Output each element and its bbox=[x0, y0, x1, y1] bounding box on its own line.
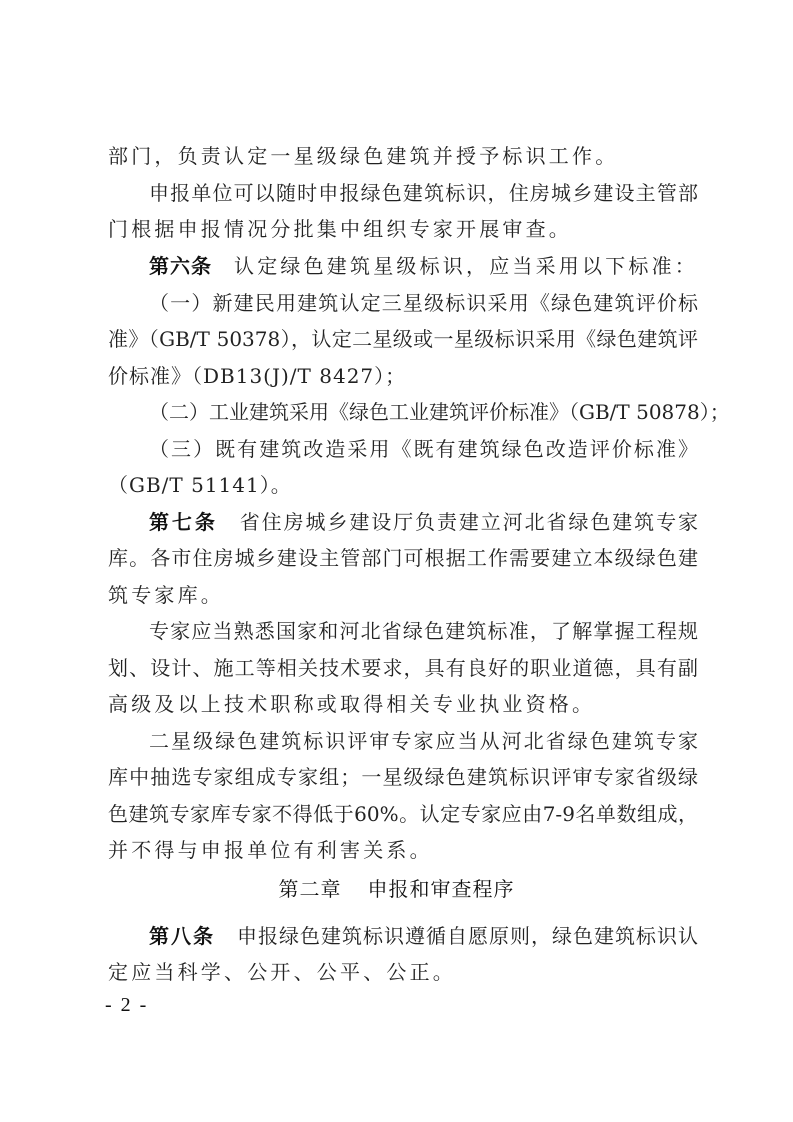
article-text: 认定绿色建筑星级标识，应当采用以下标准： bbox=[234, 254, 698, 278]
text-line: 并不得与申报单位有利害关系。 bbox=[108, 838, 433, 862]
article-text: 省住房城乡建设厅负责建立河北省绿色建筑专家 bbox=[239, 510, 699, 534]
text-line: 筑专家库。 bbox=[108, 583, 224, 607]
text-line: 库中抽选专家组成专家组；一星级绿色建筑标识评审专家省级绿 bbox=[108, 765, 698, 789]
text-line: 专家应当熟悉国家和河北省绿色建筑标准，了解掌握工程规 bbox=[149, 619, 698, 643]
text-line: 划、设计、施工等相关技术要求，具有良好的职业道德，具有副 bbox=[108, 656, 698, 680]
text-line: （GB/T 51141）。 bbox=[108, 473, 292, 497]
chapter-title: 申报和审查程序 bbox=[367, 877, 515, 901]
text-line: 定应当科学、公开、公平、公正。 bbox=[108, 960, 456, 984]
text-line: 准》（GB/T 50378），认定二星级或一星级标识采用《绿色建筑评 bbox=[108, 327, 698, 351]
chapter-heading bbox=[0, 874, 793, 904]
text-line: （三）既有建筑改造采用《既有建筑绿色改造评价标准》 bbox=[149, 437, 698, 461]
article-label: 第七条 bbox=[149, 510, 218, 534]
text-line: 部门，负责认定一星级绿色建筑并授予标识工作。 bbox=[108, 144, 619, 168]
article-7-line bbox=[149, 507, 698, 537]
text-line: 门根据申报情况分批集中组织专家开展审查。 bbox=[108, 217, 572, 241]
text-line: 色建筑专家库专家不得低于60%。认定专家应由7-9名单数组成， bbox=[108, 802, 698, 826]
text-line: 申报单位可以随时申报绿色建筑标识，住房城乡建设主管部 bbox=[149, 181, 698, 205]
article-text: 申报绿色建筑标识遵循自愿原则，绿色建筑标识认 bbox=[237, 924, 698, 948]
article-8-line bbox=[149, 921, 698, 951]
article-label: 第八条 bbox=[149, 924, 215, 948]
text-line: 价标准》（DB13(J)/T 8427）； bbox=[108, 364, 407, 388]
text-line: （一）新建民用建筑认定三星级标识采用《绿色建筑评价标 bbox=[149, 291, 698, 315]
text-line: （二）工业建筑采用《绿色工业建筑评价标准》（GB/T 50878）； bbox=[149, 400, 730, 424]
text-line: 二星级绿色建筑标识评审专家应当从河北省绿色建筑专家 bbox=[149, 729, 698, 753]
text-line: 高级及以上技术职称或取得相关专业执业资格。 bbox=[108, 692, 596, 716]
article-label: 第六条 bbox=[149, 254, 212, 278]
article-6-line bbox=[149, 251, 698, 281]
text-line: 库。各市住房城乡建设主管部门可根据工作需要建立本级绿色建 bbox=[108, 546, 698, 570]
page-number: - 2 - bbox=[105, 994, 149, 1016]
chapter-number: 第二章 bbox=[278, 877, 342, 901]
